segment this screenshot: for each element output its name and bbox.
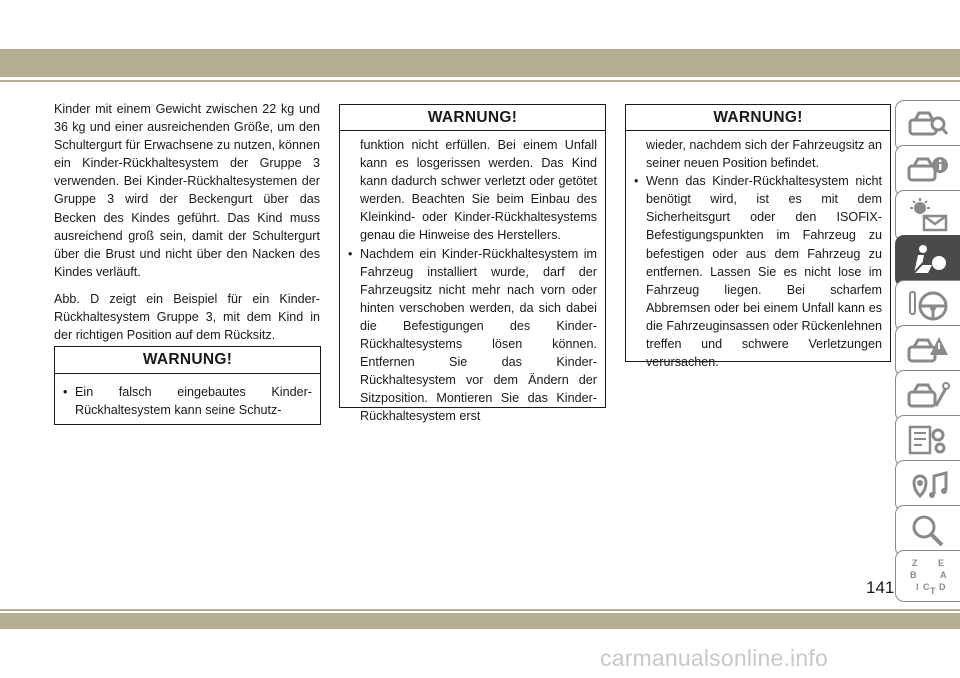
warning-box-2 <box>339 104 606 424</box>
index-letter: E <box>938 558 945 568</box>
top-margin <box>0 0 960 48</box>
warning-body <box>340 131 605 432</box>
index-letter: Z <box>912 558 918 568</box>
index-letter: B <box>910 570 917 580</box>
index-icon[interactable] <box>895 550 960 602</box>
column-left <box>54 100 320 353</box>
warning-bullet: • Wenn das Kinder-Rückhaltesystem nicht benötigt wird, ist es mit dem Sicherheitsgurt oder den ISOFIX-Befestigungspunkten im Fahrzeug zu befestigen oder aus dem Fahrzeug zu entfernen. Lassen Sie es nicht lose im Fahrzeug liegen. Bei scharfem Abbremsen oder bei einem Unfall kann es die Fahrzeuginsassen oder Rückenlehnen treffen und schwere Verletzungen verursachen. <box>634 172 882 371</box>
index-letter: T <box>930 586 936 596</box>
watermark: carmanualsonline.info <box>600 645 828 671</box>
index-letter: C <box>923 582 930 592</box>
warning-box-1 <box>54 346 321 425</box>
paragraph-figure-d: Abb. D zeigt ein Beispiel für ein Kinder-Rückhaltesystem Gruppe 3, mit dem Kind in der richtigen Position auf dem Rücksitz. <box>54 291 320 343</box>
warning-title: WARNUNG! <box>55 347 320 374</box>
page-number: 141 <box>866 578 895 597</box>
warning-body <box>626 131 890 377</box>
warning-title: WARNUNG! <box>626 105 890 131</box>
warning-title: WARNUNG! <box>340 105 605 131</box>
index-letter: D <box>939 582 946 592</box>
warning-body <box>55 374 320 425</box>
footer-stripe <box>0 613 960 629</box>
warning-continuation: funktion nicht erfüllen. Bei einem Unfall kann es losgerissen werden. Das Kind kann dadurch schwer verletzt oder getötet werden. Beachten Sie beim Einbau des Kleinkind- oder Kinder-Rückhaltesystems genau die Hinweise des Herstellers. <box>360 138 597 243</box>
paragraph-group3: Kinder mit einem Gewicht zwischen 22 kg und 36 kg und einer ausreichenden Größe, um den Schultergurt für Erwachsene zu nutzen, können ein Kinder-Rückhaltesystem der Gruppe 3 verwenden. Bei Kinder-Rückhaltesystemen der Gruppe 3 wird der Beckengurt über das Becken des Kindes geführt. Das Kind muss ausreichend groß sein, damit der Schultergurt über die Brust und nicht über den Nacken des Kindes verläuft. <box>54 102 320 279</box>
warning-continuation: wieder, nachdem sich der Fahrzeugsitz an seiner neuen Position befindet. <box>646 138 882 171</box>
index-letter: A <box>940 570 947 580</box>
warning-bullet: • Ein falsch eingebautes Kinder-Rückhaltesystem kann seine Schutz- <box>63 383 312 419</box>
header-rule <box>0 80 960 82</box>
header-stripe <box>0 49 960 77</box>
footer-rule <box>0 609 960 611</box>
warning-box-3 <box>625 104 891 370</box>
warning-bullet: • Nachdem ein Kinder-Rückhaltesystem im Fahrzeug installiert wurde, darf der Fahrzeugsitz nicht mehr nach vorn oder hinten verschoben werden, da sich dabei die Befestigungen des Kinder-Rückhaltesystems lösen können. Entfernen Sie das Kinder-Rückhaltesystem vor dem Ändern der Sitzposition. Montieren Sie das Kinder-Rückhaltesystem erst <box>348 245 597 426</box>
index-letter: I <box>916 582 919 592</box>
